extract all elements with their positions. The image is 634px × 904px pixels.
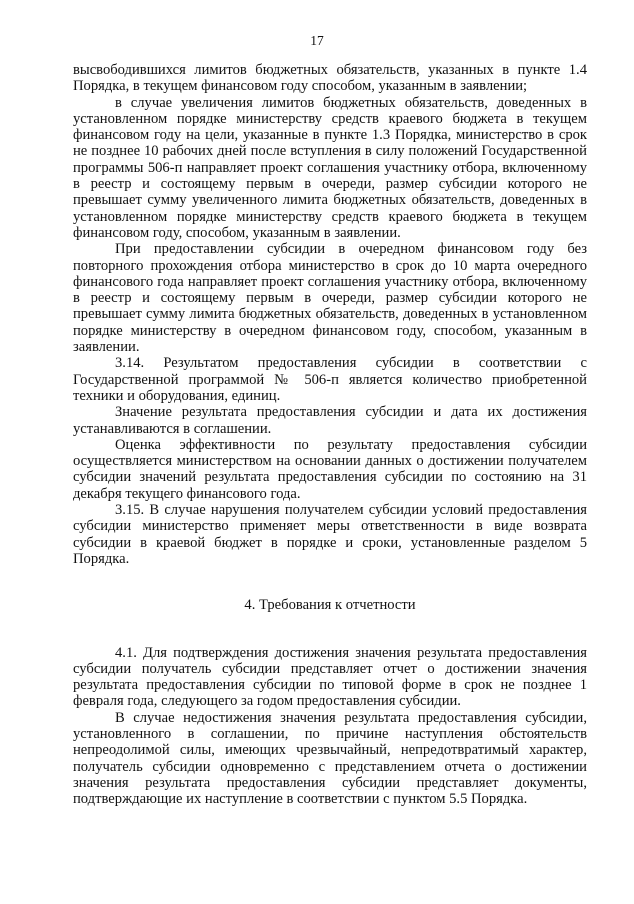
paragraph-efficiency: Оценка эффективности по результату предоставления субсидии осуществляется министерством на основании данных о достижении получателем субсидии значений результата предоставления субсидии по состоянию на 31 декабря текущего финансового года. bbox=[73, 436, 587, 502]
document-body bbox=[73, 62, 587, 807]
page-number: 17 bbox=[310, 33, 324, 48]
paragraph-continuation: высвободившихся лимитов бюджетных обязательств, указанных в пункте 1.4 Порядка, в текущем финансовом году способом, указанным в заявлении; bbox=[73, 62, 587, 95]
paragraph-limit-increase: в случае увеличения лимитов бюджетных обязательств, доведенных в установленном порядке министерству средств краевого бюджета в текущем финансовом году на цели, указанные в пункте 1.3 Порядка, министерство в срок не позднее 10 рабочих дней после вступления в силу положений Государственной программы 506-п направляет проект соглашения участнику отбора, включенному в реестр и состоящему первым в очереди, размер субсидии которого не превышает сумму увеличенного лимита бюджетных обязательств, доведенных в установленном порядке министерству средств краевого бюджета в текущем финансовом году, способом, указанным в заявлении. bbox=[73, 94, 587, 241]
paragraph-3-14: 3.14. Результатом предоставления субсидии в соответствии с Государственной программой № 506-п является количество приобретенной техники и оборудования, единиц. bbox=[73, 355, 587, 404]
paragraph-next-year: При предоставлении субсидии в очередном финансовом году без повторного прохождения отбора министерство в срок до 10 марта очередного финансового года направляет проект соглашения участнику отбора, включенному в реестр и состоящему первым в очереди, размер субсидии которого не превышает сумму лимита бюджетных обязательств, доведенных в установленном порядке министерству в очередном финансовом году, способом, указанным в заявлении. bbox=[73, 241, 587, 356]
section-heading: 4. Требования к отчетности bbox=[244, 597, 416, 614]
paragraph-force-majeure: В случае недостижения значения результата предоставления субсидии, установленного в соглашении, по причине наступления обстоятельств непреодолимой силы, имеющих чрезвычайный, непредотвратимый характер, получатель субсидии одновременно с представлением отчета о достижении значения результата предоставления субсидии представляет документы, подтверждающие их наступление в соответствии с пунктом 5.5 Порядка. bbox=[73, 709, 587, 808]
paragraph-4-1: 4.1. Для подтверждения достижения значения результата предоставления субсидии получатель субсидии представляет отчет о достижении значения результата предоставления субсидии по типовой форме в срок не позднее 1 февраля года, следующего за годом предоставления субсидии. bbox=[73, 644, 587, 710]
paragraph-result-value: Значение результата предоставления субсидии и дата их достижения устанавливаются в соглашении. bbox=[73, 404, 587, 437]
paragraph-3-15: 3.15. В случае нарушения получателем субсидии условий предоставления субсидии министерство применяет меры ответственности в виде возврата субсидии в краевой бюджет в порядке и сроки, установленные разделом 5 Порядка. bbox=[73, 502, 587, 567]
